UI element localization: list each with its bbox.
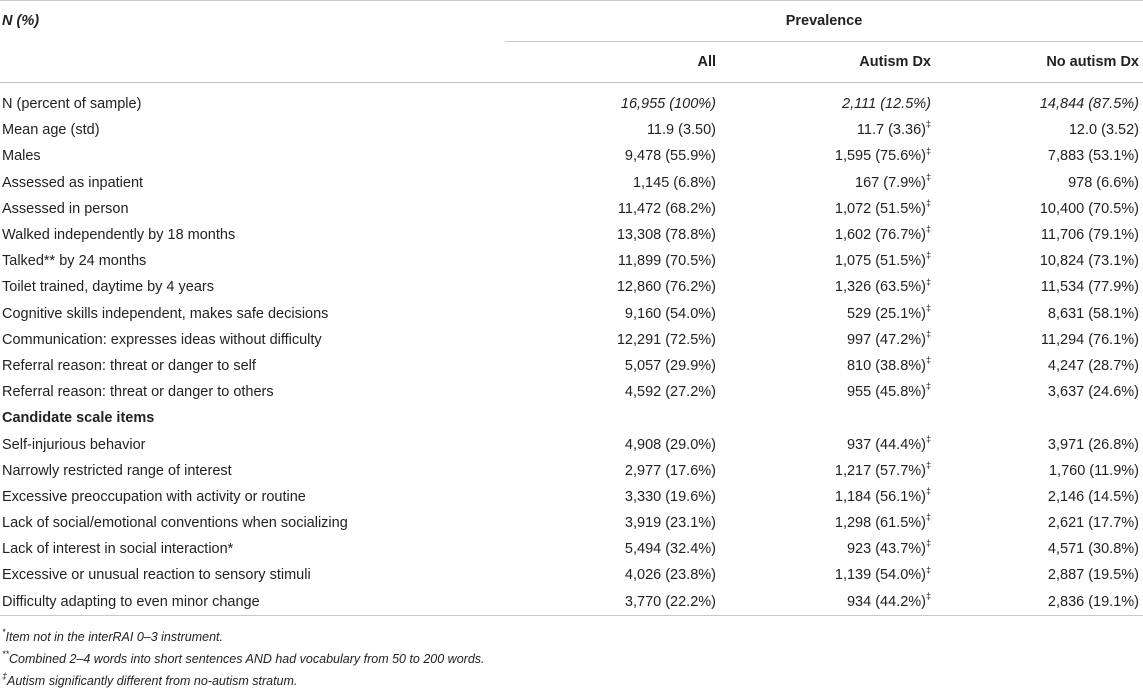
row-label: Self-injurious behavior <box>2 436 146 453</box>
significance-mark: ‡ <box>925 171 931 182</box>
table-row <box>0 536 1143 562</box>
table-row <box>0 589 1143 616</box>
cell-autism: 1,075 (51.5%)‡ <box>834 250 931 270</box>
significance-mark: ‡ <box>925 119 931 130</box>
section-row <box>0 405 1143 431</box>
cell-no-autism: 2,146 (14.5%) <box>1047 488 1139 505</box>
significance-mark: ‡ <box>925 145 931 156</box>
cell-all: 3,919 (23.1%) <box>624 515 716 532</box>
table-row <box>0 510 1143 536</box>
cell-autism: 1,072 (51.5%)‡ <box>834 198 931 217</box>
row-label: Referral reason: threat or danger to others <box>2 384 274 401</box>
table-row <box>0 431 1143 457</box>
cell-all: 1,145 (6.8%) <box>632 174 716 191</box>
table-row <box>0 484 1143 510</box>
table-row <box>0 379 1143 405</box>
table-row <box>0 353 1143 379</box>
header-row-group <box>0 1 1143 42</box>
table-row <box>0 222 1143 248</box>
cell-autism: 1,298 (61.5%)‡ <box>834 512 931 532</box>
table-row <box>0 248 1143 274</box>
cell-autism: 810 (38.8%)‡ <box>846 355 931 374</box>
row-label: Assessed as inpatient <box>2 174 144 191</box>
significance-mark: ‡ <box>925 564 931 575</box>
cell-autism: 1,217 (57.7%)‡ <box>834 459 931 479</box>
table-row <box>0 170 1143 196</box>
cell-all: 9,478 (55.9%) <box>624 148 716 165</box>
table-body <box>0 83 1143 616</box>
significance-mark: ‡ <box>925 276 931 287</box>
row-label: Walked independently by 18 months <box>2 227 236 244</box>
column-header-label: N (%) <box>0 1 505 42</box>
cell-autism: 1,184 (56.1%)‡ <box>834 486 931 505</box>
cell-all: 4,592 (27.2%) <box>624 384 716 401</box>
cell-no-autism: 10,824 (73.1%) <box>1039 253 1139 270</box>
cell-autism: 923 (43.7%)‡ <box>846 538 931 558</box>
cell-no-autism: 4,571 (30.8%) <box>1047 541 1139 558</box>
footnote-item: **Combined 2–4 words into short sentences AND had vocabulary from 50 to 200 words. <box>2 648 485 666</box>
significance-mark: ‡ <box>925 433 931 444</box>
cell-autism: 529 (25.1%)‡ <box>846 302 931 322</box>
cell-all: 3,770 (22.2%) <box>505 589 720 616</box>
cell-all: 4,908 (29.0%) <box>624 436 716 453</box>
significance-mark: ‡ <box>925 224 931 235</box>
table-row <box>0 562 1143 588</box>
row-label: Referral reason: threat or danger to self <box>2 357 256 374</box>
cell-autism: 934 (44.2%)‡ <box>720 589 935 616</box>
cell-autism: 955 (45.8%)‡ <box>846 381 931 401</box>
column-header-prevalence: Prevalence <box>505 1 1143 42</box>
cell-autism: 11.7 (3.36)‡ <box>856 119 931 139</box>
table-row <box>0 117 1143 143</box>
row-label: Talked** by 24 months <box>2 253 147 270</box>
cell-no-autism: 3,637 (24.6%) <box>1047 384 1139 401</box>
cell-all: 4,026 (23.8%) <box>624 567 716 584</box>
table-row <box>0 196 1143 222</box>
significance-mark: ‡ <box>925 486 931 497</box>
cell-no-autism: 11,534 (77.9%) <box>1040 279 1139 296</box>
cell-no-autism: 7,883 (53.1%) <box>1047 148 1139 165</box>
significance-mark: ‡ <box>925 355 931 366</box>
cell-all: 12,860 (76.2%) <box>616 279 716 296</box>
table-row <box>0 91 1143 117</box>
significance-mark: ‡ <box>925 302 931 313</box>
cell-autism: 1,326 (63.5%)‡ <box>834 276 931 296</box>
significance-mark: ‡ <box>925 538 931 549</box>
cell-autism: 2,111 (12.5%) <box>842 96 931 113</box>
cell-no-autism: 2,836 (19.1%) <box>935 589 1143 616</box>
cell-no-autism: 11,706 (79.1%) <box>1040 227 1139 244</box>
significance-mark: ‡ <box>925 250 931 261</box>
table-row <box>0 301 1143 327</box>
cell-all: 16,955 (100%) <box>620 96 716 113</box>
row-label: Toilet trained, daytime by 4 years <box>2 279 214 296</box>
table-row <box>0 274 1143 300</box>
cell-autism: 1,602 (76.7%)‡ <box>834 224 931 244</box>
header-row-columns <box>0 42 1143 83</box>
cell-all: 11,899 (70.5%) <box>617 253 716 270</box>
cell-no-autism: 11,294 (76.1%) <box>1040 331 1139 348</box>
row-label: Assessed in person <box>2 200 129 217</box>
cell-all: 2,977 (17.6%) <box>624 462 716 479</box>
cell-all: 11,472 (68.2%) <box>617 200 716 217</box>
footnote-item: *Item not in the interRAI 0–3 instrument. <box>2 626 223 644</box>
row-label: Narrowly restricted range of interest <box>2 462 232 479</box>
table-row <box>0 143 1143 169</box>
row-label: Excessive or unusual reaction to sensory stimuli <box>2 567 311 584</box>
cell-all: 11.9 (3.50) <box>646 122 716 139</box>
cell-no-autism: 4,247 (28.7%) <box>1047 357 1139 374</box>
significance-mark: ‡ <box>925 328 931 339</box>
significance-mark: ‡ <box>925 590 931 601</box>
cell-no-autism: 2,887 (19.5%) <box>1047 567 1139 584</box>
row-label: Cognitive skills independent, makes safe decisions <box>2 305 329 322</box>
cell-all: 3,330 (19.6%) <box>624 488 716 505</box>
cell-no-autism: 1,760 (11.9%) <box>1048 462 1139 479</box>
cell-all: 13,308 (78.8%) <box>616 227 716 244</box>
cell-all: 5,494 (32.4%) <box>624 541 716 558</box>
table-row <box>0 458 1143 484</box>
column-header-blank <box>0 42 505 83</box>
row-label: Males <box>2 148 41 165</box>
cell-all: 9,160 (54.0%) <box>624 305 716 322</box>
cell-no-autism: 14,844 (87.5%) <box>1039 96 1139 113</box>
cell-no-autism: 12.0 (3.52) <box>1068 122 1139 139</box>
row-label: N (percent of sample) <box>2 96 142 113</box>
cell-no-autism: 10,400 (70.5%) <box>1039 200 1139 217</box>
column-header-autism: Autism Dx <box>720 42 935 83</box>
row-label: Communication: expresses ideas without difficulty <box>2 331 322 348</box>
row-label: Excessive preoccupation with activity or routine <box>2 488 306 505</box>
significance-mark: ‡ <box>925 381 931 392</box>
cell-no-autism: 2,621 (17.7%) <box>1047 515 1139 532</box>
row-label: Difficulty adapting to even minor change <box>0 589 505 616</box>
cell-no-autism: 978 (6.6%) <box>1068 174 1139 191</box>
cell-all: 5,057 (29.9%) <box>624 357 716 374</box>
row-label: Mean age (std) <box>2 122 100 139</box>
cell-autism: 1,595 (75.6%)‡ <box>834 145 931 165</box>
section-title: Candidate scale items <box>2 410 155 427</box>
row-label: Lack of interest in social interaction* <box>2 541 234 558</box>
cell-autism: 1,139 (54.0%)‡ <box>834 564 931 584</box>
cell-autism: 167 (7.9%)‡ <box>855 171 931 191</box>
footnote-item: ‡Autism significantly different from no-autism stratum. <box>2 670 298 688</box>
column-header-all: All <box>505 42 720 83</box>
table-row <box>0 327 1143 353</box>
table-footnotes <box>2 626 485 692</box>
cell-all: 12,291 (72.5%) <box>616 331 716 348</box>
column-header-no-autism: No autism Dx <box>935 42 1143 83</box>
significance-mark: ‡ <box>925 459 931 470</box>
cell-autism: 997 (47.2%)‡ <box>846 328 931 348</box>
significance-mark: ‡ <box>925 198 931 209</box>
significance-mark: ‡ <box>925 512 931 523</box>
row-label: Lack of social/emotional conventions when socializing <box>2 515 348 532</box>
cell-no-autism: 8,631 (58.1%) <box>1047 305 1139 322</box>
cell-no-autism: 3,971 (26.8%) <box>1047 436 1139 453</box>
cell-autism: 937 (44.4%)‡ <box>846 433 931 453</box>
